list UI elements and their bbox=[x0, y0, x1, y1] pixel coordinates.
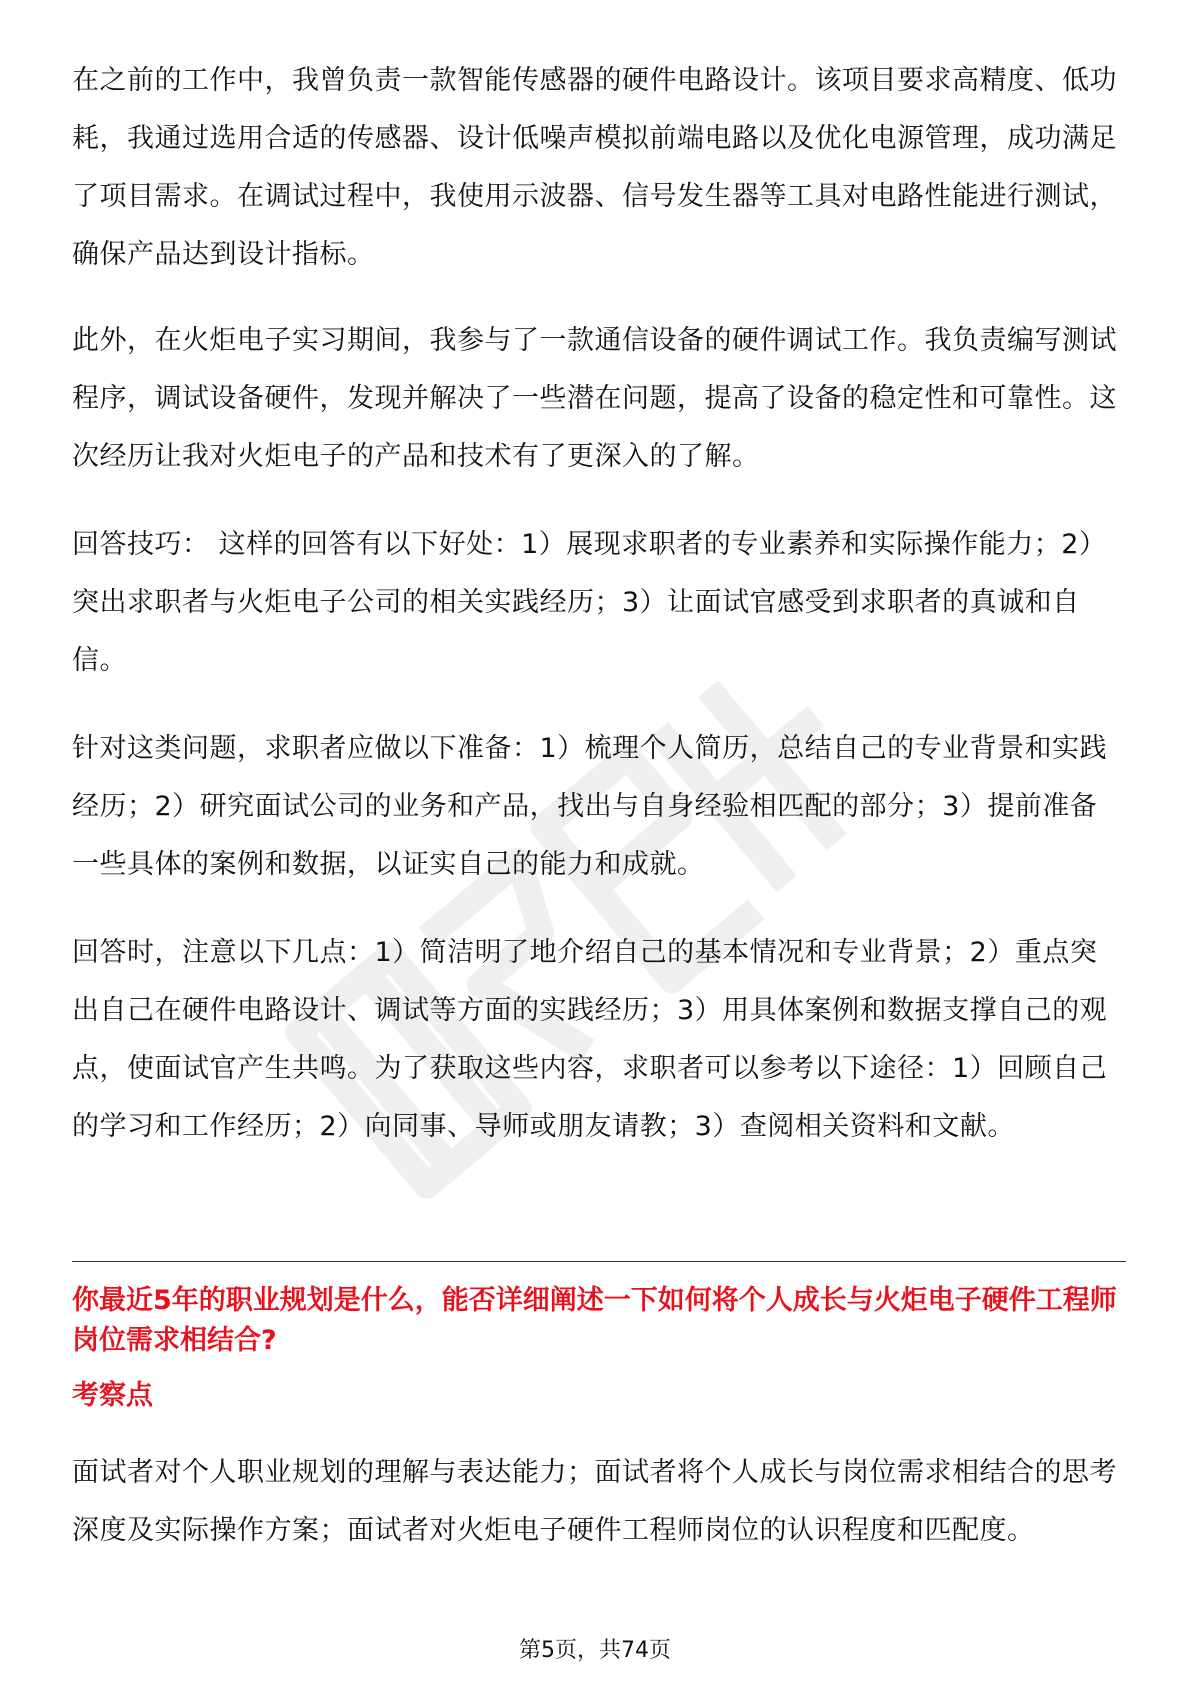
paragraph-preparation: 针对这类问题，求职者应做以下准备：1）梳理个人简历，总结自己的专业背景和实践经历；2）研究面试公司的业务和产品，找出与自身经验相匹配的部分；3）提前准备一些具体的案例和数据，以证实自己的能力和成就。 bbox=[72, 733, 1108, 880]
evaluation-points-text: 面试者对个人职业规划的理解与表达能力；面试者将个人成长与岗位需求相结合的思考深度及实际操作方案；面试者对火炬电子硬件工程师岗位的认识程度和匹配度。 bbox=[72, 1457, 1117, 1546]
body-content bbox=[72, 52, 1122, 1156]
question-heading: 你最近5年的职业规划是什么，能否详细阐述一下如何将个人成长与火炬电子硬件工程师岗位需求相结合? bbox=[72, 1285, 1117, 1356]
paragraph-answer-tips: 回答技巧： 这样的回答有以下好处：1）展现求职者的专业素养和实际操作能力；2）突出求职者与火炬电子公司的相关实践经历；3）让面试官感受到求职者的真诚和自信。 bbox=[72, 529, 1107, 676]
evaluation-points-heading: 考察点 bbox=[72, 1380, 153, 1411]
page-number-footer: 第5页，共74页 bbox=[519, 1638, 671, 1663]
paragraph-answer-notes: 回答时，注意以下几点：1）简洁明了地介绍自己的基本情况和专业背景；2）重点突出自己在硬件电路设计、调试等方面的实践经历；3）用具体案例和数据支撑自己的观点，使面试官产生共鸣。为了获取这些内容，求职者可以参考以下途径：1）回顾自己的学习和工作经历；2）向同事、导师或朋友请教；3）查阅相关资料和文献。 bbox=[72, 937, 1108, 1142]
section-divider bbox=[72, 1261, 1126, 1262]
paragraph-internship: 此外，在火炬电子实习期间，我参与了一款通信设备的硬件调试工作。我负责编写测试程序，调试设备硬件，发现并解决了一些潜在问题，提高了设备的稳定性和可靠性。这次经历让我对火炬电子的产品和技术有了更深入的了解。 bbox=[72, 325, 1117, 472]
paragraph-experience: 在之前的工作中，我曾负责一款智能传感器的硬件电路设计。该项目要求高精度、低功耗，我通过选用合适的传感器、设计低噪声模拟前端电路以及优化电源管理，成功满足了项目需求。在调试过程中，我使用示波器、信号发生器等工具对电路性能进行测试，确保产品达到设计指标。 bbox=[72, 65, 1117, 270]
